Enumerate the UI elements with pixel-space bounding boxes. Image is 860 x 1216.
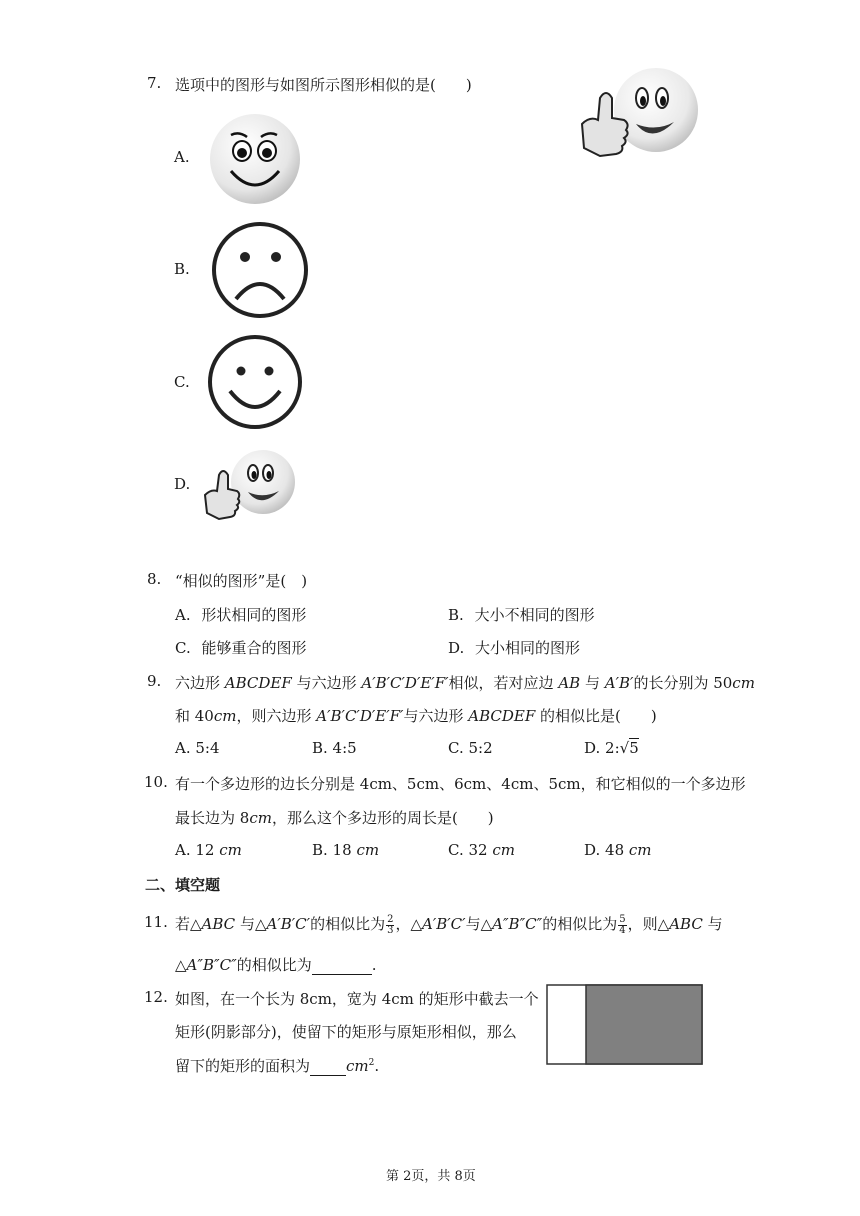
sqrt-icon: √	[619, 739, 630, 757]
page-footer: 第 2页，共 8页	[386, 1169, 476, 1184]
q12-line3: 留下的矩形的面积为 $cm^2$.	[175, 1057, 380, 1075]
q9-number: 9.	[147, 672, 162, 690]
q7-number: 7.	[147, 74, 162, 92]
q8-stem: “相似的图形”是( )	[175, 572, 308, 590]
q12-line2: 矩形(阴影部分)，使留下的矩形与原矩形相似，那么	[175, 1023, 517, 1041]
q7-option-a-figure	[209, 113, 301, 205]
q7-option-a-label[interactable]: A.	[174, 148, 190, 166]
fraction-2-3: $\frac{2}{3}$	[387, 913, 394, 936]
q8-option-d-label: D.	[448, 639, 465, 657]
q7-option-b-figure	[210, 221, 310, 319]
q11-answer-blank[interactable]	[312, 956, 372, 975]
q9-line2: 和 40cm，则六边形 A′B′C′D′E′F′与六边形 ABCDEF 的相似比是( )	[175, 707, 657, 725]
q8-option-b-label: B.	[448, 606, 464, 624]
q10-line2: 最长边为 8cm，那么这个多边形的周长是( )	[175, 809, 494, 827]
q10-number: 10.	[144, 773, 168, 791]
q8-option-d-text: 大小相同的图形	[475, 639, 581, 657]
q9-option-d[interactable]: D. 2:√5	[584, 739, 639, 757]
q9-option-c[interactable]: C. 5:2	[448, 739, 493, 757]
q9-option-b[interactable]: B. 4:5	[312, 739, 357, 757]
q9-line1: 六边形 ABCDEF 与六边形 A′B′C′D′E′F′相似，若对应边 AB 与 A′B′的长分别为 50cm	[175, 674, 755, 692]
q10-option-b[interactable]: B. 18 cm	[312, 841, 380, 859]
q11-number: 11.	[144, 913, 168, 931]
q12-number: 12.	[144, 988, 168, 1006]
q7-option-b-label[interactable]: B.	[174, 260, 190, 278]
q7-option-c-figure	[206, 333, 304, 431]
q8-option-d[interactable]	[448, 637, 580, 658]
q10-option-d[interactable]: D. 48 cm	[584, 841, 652, 859]
q10-line1: 有一个多边形的边长分别是 4cm、5cm、6cm、4cm、5cm，和它相似的一个多边形	[175, 775, 746, 793]
q12-rectangle-figure	[546, 984, 704, 1070]
q8-option-c-label: C.	[175, 639, 191, 657]
q10-option-c[interactable]: C. 32 cm	[448, 841, 515, 859]
q7-reference-figure	[580, 68, 702, 160]
q7-option-c-label[interactable]: C.	[174, 373, 190, 391]
q8-option-a-label: A.	[175, 606, 191, 624]
q9-option-a[interactable]: A. 5:4	[175, 739, 220, 757]
q12-answer-blank[interactable]	[310, 1057, 346, 1076]
q8-option-b-text: 大小不相同的图形	[474, 606, 595, 624]
q8-option-a[interactable]	[175, 604, 306, 625]
q11-line2: △A″B″C″的相似比为 .	[175, 956, 377, 974]
section-heading-fill-in: 二、填空题	[145, 876, 221, 894]
q8-option-b[interactable]	[448, 604, 595, 625]
q8-option-a-text: 形状相同的图形	[201, 606, 307, 624]
q8-option-c[interactable]	[175, 637, 307, 658]
q12-line1: 如图，在一个长为 8cm，宽为 4cm 的矩形中截去一个	[175, 990, 539, 1008]
q11-line1: 若△ABC 与△A′B′C′的相似比为 $\frac{2}{3}$ ，△A′B′C′与△A″B″C″的相似比为 $\frac{5}{4}$ ，则△ABC 与	[175, 913, 723, 936]
q7-option-d-figure	[203, 449, 299, 521]
q7-stem: 选项中的图形与如图所示图形相似的是( )	[175, 76, 472, 94]
q10-option-a[interactable]: A. 12 cm	[175, 841, 242, 859]
q7-option-d-label[interactable]: D.	[174, 475, 191, 493]
q8-option-c-text: 能够重合的图形	[201, 639, 307, 657]
q8-number: 8.	[147, 570, 162, 588]
fraction-5-4: $\frac{5}{4}$	[619, 913, 626, 936]
